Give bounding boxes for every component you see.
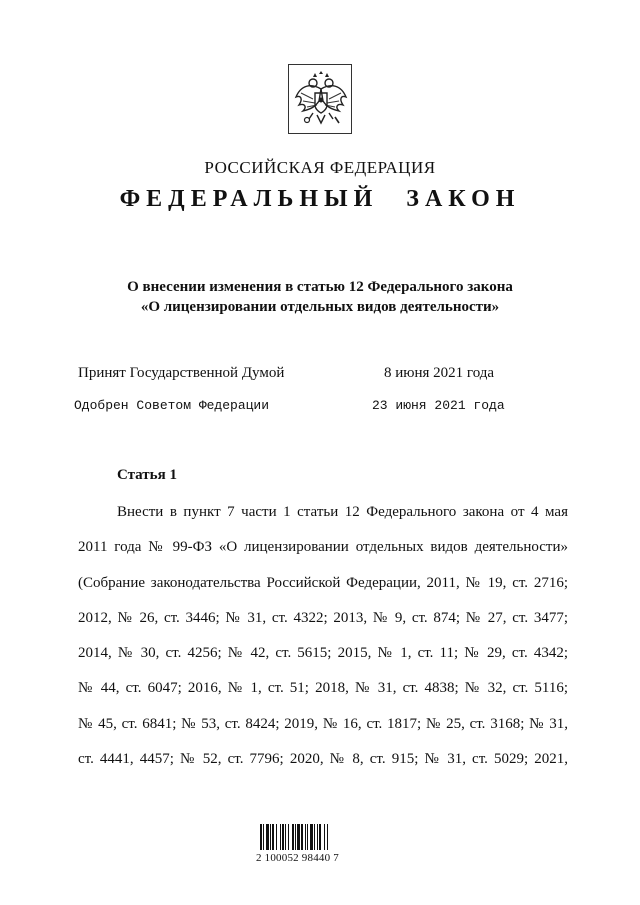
- barcode-bar: [307, 824, 308, 850]
- barcode-bar: [282, 824, 284, 850]
- article-line: 2012, № 26, ст. 3446; № 31, ст. 4322; 2013, № 9, ст. 874; № 27, ст. 3477;: [78, 609, 568, 626]
- barcode-bar: [297, 824, 300, 850]
- barcode-bar: [276, 824, 277, 850]
- barcode-number: 2 100052 98440 7: [256, 852, 339, 864]
- barcode-bar: [314, 824, 315, 850]
- barcode-bars-icon: [260, 824, 360, 850]
- article-line: № 45, ст. 6841; № 53, ст. 8424; 2019, № 16, ст. 1817; № 25, ст. 3168; № 31,: [78, 715, 568, 732]
- barcode-bar: [319, 824, 321, 850]
- barcode-bar: [305, 824, 306, 850]
- law-title-line-2: «О лицензировании отдельных видов деятельности»: [140, 299, 500, 315]
- article-line: 2011 года № 99-ФЗ «О лицензировании отдельных видов деятельности»: [78, 539, 568, 556]
- council-approval-date: 23 июня 2021 года: [372, 398, 505, 413]
- law-type-word-2: ЗАКОН: [406, 186, 521, 212]
- law-type-word-1: ФЕДЕРАЛЬНЫЙ: [119, 186, 379, 212]
- document-barcode: [256, 812, 376, 867]
- article-line: 2014, № 30, ст. 4256; № 42, ст. 5615; 2015, № 1, ст. 11; № 29, ст. 4342;: [78, 645, 568, 662]
- document-type-heading: [0, 186, 640, 213]
- double-headed-eagle-icon: [293, 71, 349, 129]
- barcode-bar: [285, 824, 286, 850]
- duma-adoption-date: 8 июня 2021 года: [384, 365, 495, 381]
- barcode-bar: [288, 824, 289, 850]
- council-approval-label: Одобрен Советом Федерации: [74, 398, 270, 413]
- article-body: [78, 495, 568, 777]
- article-line: ст. 4441, 4457; № 52, ст. 7796; 2020, № 8, ст. 915; № 31, ст. 5029; 2021,: [78, 751, 568, 768]
- adoption-duma-row: [78, 365, 568, 382]
- country-name: РОССИЙСКАЯ ФЕДЕРАЦИЯ: [204, 158, 436, 177]
- barcode-bar: [317, 824, 318, 850]
- law-title: [0, 277, 640, 317]
- barcode-bar: [270, 824, 271, 850]
- article-heading: Статья 1: [117, 467, 177, 483]
- coat-of-arms-emblem: [288, 64, 352, 134]
- barcode-bar: [272, 824, 274, 850]
- article-line: (Собрание законодательства Российской Федерации, 2011, № 19, ст. 2716;: [78, 574, 568, 591]
- barcode-bar: [301, 824, 303, 850]
- barcode-bar: [292, 824, 294, 850]
- article-line: № 44, ст. 6047; 2016, № 1, ст. 51; 2018, № 31, ст. 4838; № 32, ст. 5116;: [78, 680, 568, 697]
- barcode-bar: [310, 824, 313, 850]
- barcode-bar: [327, 824, 328, 850]
- duma-adoption-label: Принят Государственной Думой: [78, 365, 285, 381]
- barcode-bar: [266, 824, 269, 850]
- barcode-bar: [324, 824, 325, 850]
- barcode-bar: [263, 824, 264, 850]
- barcode-bar: [280, 824, 281, 850]
- barcode-bar: [295, 824, 296, 850]
- adoption-council-row: [74, 398, 564, 413]
- article-line: Внести в пункт 7 части 1 статьи 12 Федерального закона от 4 мая: [117, 504, 568, 520]
- law-title-line-1: О внесении изменения в статью 12 Федерального закона: [127, 279, 513, 295]
- barcode-bar: [260, 824, 262, 850]
